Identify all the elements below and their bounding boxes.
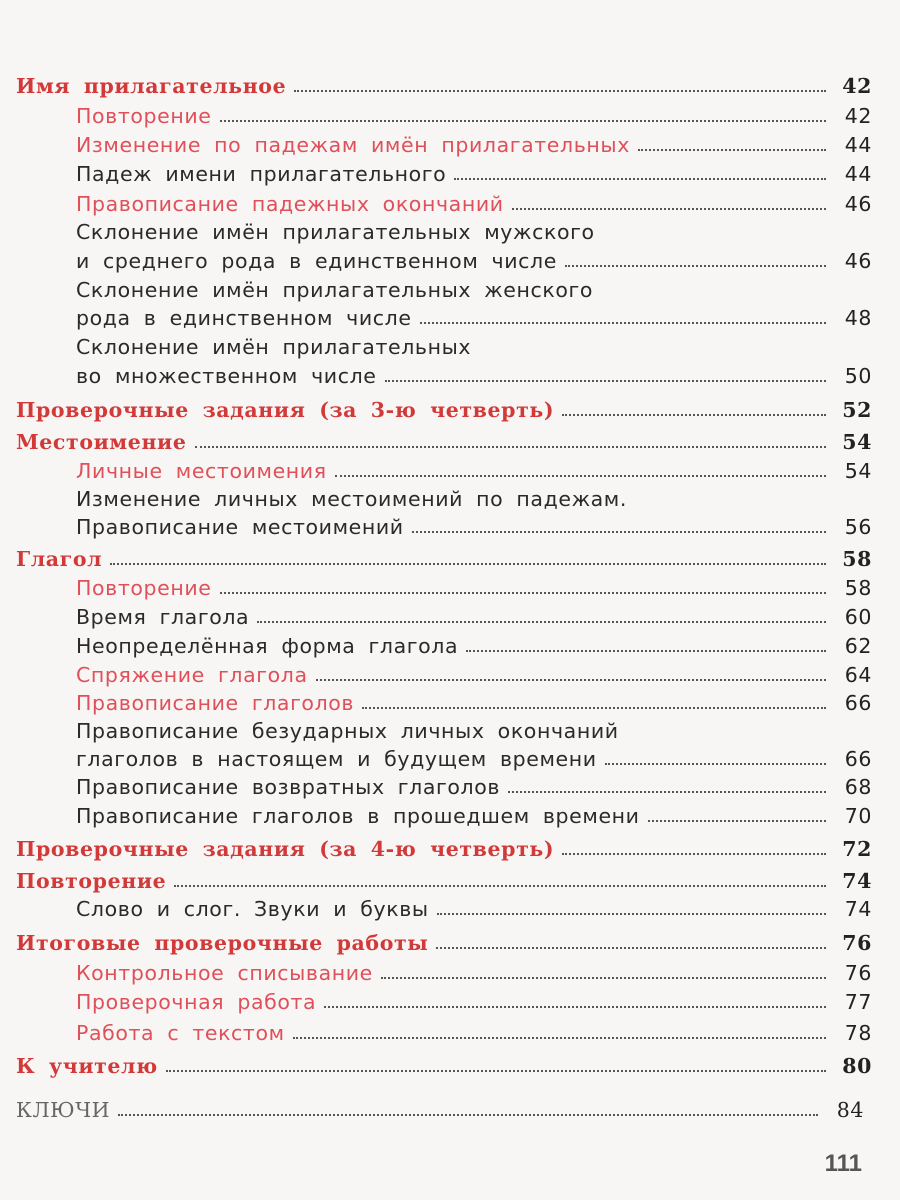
leader-dots: [220, 120, 827, 122]
toc-entry-adj-cases[interactable]: Изменение по падежам имён прилагательных 44: [76, 132, 872, 157]
toc-entry-adj-masc[interactable]: и среднего рода в единственном числе 46: [76, 248, 872, 273]
toc-entry-adj-review[interactable]: Повторение 42: [76, 103, 872, 128]
toc-entry-adj-fem[interactable]: рода в единственном числе 48: [76, 305, 872, 330]
leader-dots: [257, 621, 826, 623]
toc-entry-test-work[interactable]: Проверочная работа 77: [76, 989, 872, 1014]
leader-dots: [508, 791, 826, 793]
toc-entry-adj-plural[interactable]: во множественном числе 50: [76, 363, 872, 388]
toc-entry-verb-review[interactable]: Повторение 58: [76, 575, 872, 600]
toc-entry-verb-conjugation[interactable]: Спряжение глагола 64: [76, 662, 872, 687]
leader-dots: [420, 322, 826, 324]
leader-dots: [118, 1114, 818, 1116]
leader-dots: [436, 947, 826, 949]
leader-dots: [562, 853, 826, 855]
toc-entry-personal-pronouns[interactable]: Личные местоимения 54: [76, 458, 872, 483]
toc-entry-keys[interactable]: КЛЮЧИ 84: [16, 1097, 864, 1122]
toc-entry-verb[interactable]: Глагол 58: [16, 546, 872, 571]
leader-dots: [385, 380, 827, 382]
toc-entry-verb-reflexive[interactable]: Правописание возвратных глаголов 68: [76, 774, 872, 799]
toc-entry-text-work[interactable]: Работа с текстом 78: [76, 1020, 872, 1045]
page-number: 111: [824, 1150, 862, 1177]
leader-dots: [195, 446, 827, 448]
toc-entry-review[interactable]: Повторение 74: [16, 868, 872, 893]
toc-entry-tests-q4[interactable]: Проверочные задания (за 4-ю четверть) 72: [16, 836, 872, 861]
leader-dots: [166, 1070, 826, 1072]
toc-entry-adj-masc-line1[interactable]: Склонение имён прилагательных мужского: [76, 219, 595, 244]
toc-entry-adj-plural-line1[interactable]: Склонение имён прилагательных: [76, 334, 472, 359]
leader-dots: [648, 820, 826, 822]
toc-entry-adj-case[interactable]: Падеж имени прилагательного 44: [76, 161, 872, 186]
leader-dots: [362, 707, 826, 709]
leader-dots: [562, 414, 826, 416]
leader-dots: [324, 1006, 826, 1008]
toc-entry-control-copy[interactable]: Контрольное списывание 76: [76, 960, 872, 985]
toc-entry-adj-fem-line1[interactable]: Склонение имён прилагательных женского: [76, 277, 594, 302]
leader-dots: [294, 90, 826, 92]
leader-dots: [381, 977, 826, 979]
toc-entry-adjective[interactable]: Имя прилагательное 42: [16, 73, 872, 98]
leader-dots: [565, 265, 826, 267]
leader-dots: [220, 592, 827, 594]
leader-dots: [437, 913, 826, 915]
toc-entry-pronoun-cases[interactable]: Правописание местоимений 56: [76, 514, 872, 539]
toc-entry-tests-q3[interactable]: Проверочные задания (за 3-ю четверть) 52: [16, 397, 872, 422]
leader-dots: [110, 563, 826, 565]
toc-entry-verb-spelling[interactable]: Правописание глаголов 66: [76, 690, 872, 715]
toc-entry-word-syllable[interactable]: Слово и слог. Звуки и буквы 74: [76, 896, 872, 921]
toc-entry-verb-endings-line1[interactable]: Правописание безударных личных окончаний: [76, 718, 619, 743]
leader-dots: [293, 1037, 826, 1039]
toc-entry-adj-endings[interactable]: Правописание падежных окончаний 46: [76, 191, 872, 216]
toc-entry-to-teacher[interactable]: К учителю 80: [16, 1053, 872, 1078]
toc-entry-pronoun-cases-line1[interactable]: Изменение личных местоимений по падежам.: [76, 486, 627, 511]
toc-entry-verb-tense[interactable]: Время глагола 60: [76, 604, 872, 629]
leader-dots: [638, 149, 826, 151]
leader-dots: [335, 475, 826, 477]
leader-dots: [412, 531, 826, 533]
leader-dots: [316, 679, 826, 681]
toc-entry-verb-infinitive[interactable]: Неопределённая форма глагола 62: [76, 633, 872, 658]
toc-entry-pronoun[interactable]: Местоимение 54: [16, 429, 872, 454]
leader-dots: [605, 763, 826, 765]
leader-dots: [174, 885, 826, 887]
toc-entry-verb-past[interactable]: Правописание глаголов в прошедшем времени 70: [76, 803, 872, 828]
leader-dots: [454, 178, 826, 180]
leader-dots: [466, 650, 826, 652]
leader-dots: [512, 208, 826, 210]
toc-entry-final-tests[interactable]: Итоговые проверочные работы 76: [16, 930, 872, 955]
toc-entry-verb-endings[interactable]: глаголов в настоящем и будущем времени 66: [76, 746, 872, 771]
